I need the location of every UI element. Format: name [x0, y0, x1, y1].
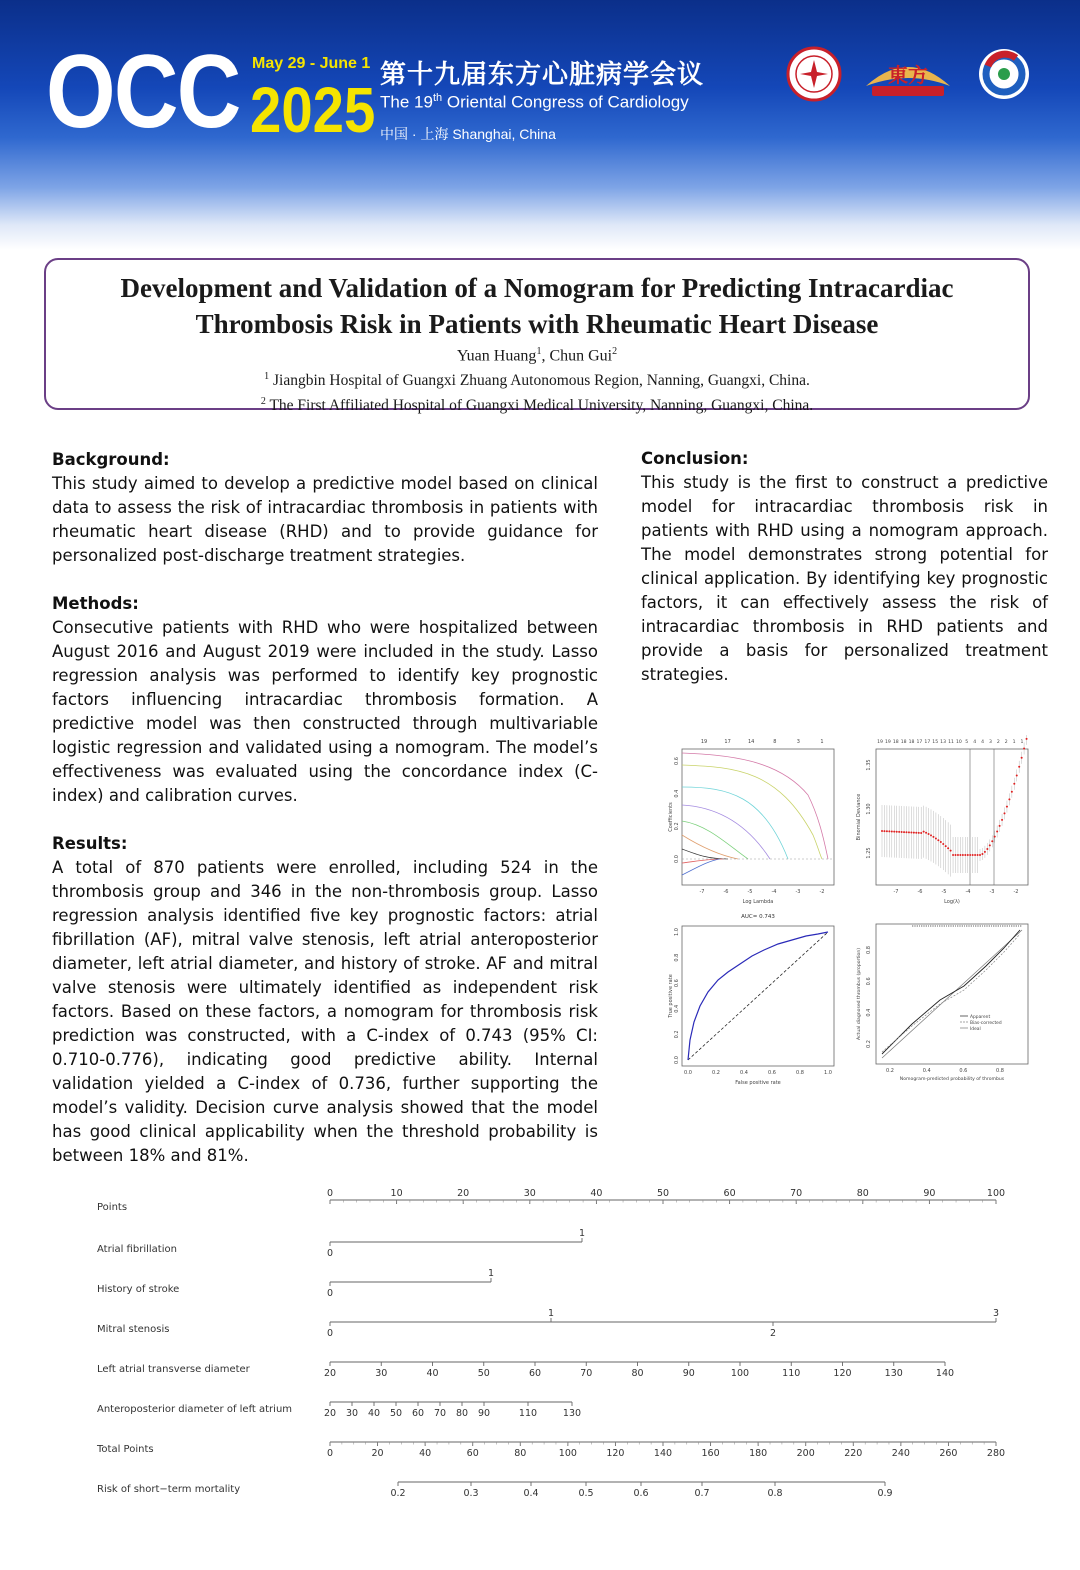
left-column [52, 448, 598, 1192]
cv-point [918, 832, 920, 834]
background-heading: Background: [52, 450, 170, 469]
roc-y-tick: 0.4 [674, 1004, 680, 1013]
cv-point [942, 843, 944, 845]
affiliation-1: $^1$ Jiangbin Hospital of Guangxi Zhuang Autonomous Region, Nanning, Guangxi, China. [264, 371, 810, 390]
title-box [44, 258, 1030, 415]
cv-point [986, 848, 988, 850]
nomogram-tick-label: 60 [723, 1188, 736, 1199]
paper-title: Development and Validation of a Nomogram for Predicting Intracardiac Thrombosis Risk in Patients with Rheumatic Heart Disease [120, 273, 954, 339]
cv-top-tick: 18 [892, 740, 899, 745]
methods-heading: Methods: [52, 594, 139, 613]
coef-top-tick: 3 [796, 739, 800, 745]
cv-top-tick: 15 [932, 740, 939, 745]
roc-y-tick: 0.6 [674, 979, 680, 988]
nomogram-tick-label: 30 [375, 1368, 388, 1379]
nomogram-tick-label: 110 [782, 1368, 801, 1379]
cv-x-tick: -5 [941, 889, 947, 895]
nomogram-tick-label: 80 [856, 1188, 869, 1199]
nomogram-tick-label: 240 [891, 1448, 910, 1459]
nomogram-tick-label: 40 [590, 1188, 603, 1199]
cv-point [1001, 819, 1003, 821]
nomogram-tick-label: 50 [656, 1188, 670, 1199]
nomogram-tick-label: 80 [631, 1368, 644, 1379]
cv-top-tick: 10 [955, 740, 962, 745]
roc-x-tick: 0.8 [796, 1070, 804, 1076]
calib-x-tick: 0.8 [996, 1068, 1004, 1074]
cv-point [999, 825, 1001, 827]
cv-point [1023, 747, 1025, 749]
cv-top-tick: 1 [1012, 740, 1016, 745]
roc-x-tick: 0.0 [684, 1070, 692, 1076]
cv-point [915, 832, 917, 834]
methods-text: Consecutive patients with RHD who were hospitalized between August 2016 and August 2019 were included in the study. Lasso regression analysis was performed to identify key prognostic factors influencing intracardiac thrombosis formation. A predictive model was then constructed through multivariable logistic regression and validated using a nomogram. The model’s effectiveness was evaluated using the concordance index (C-index) and calibration curves. [52, 618, 598, 805]
svg-text:東方: 東方 [888, 63, 928, 87]
nomogram-tick-label: 100 [730, 1368, 750, 1379]
roc-curve-plot [668, 910, 840, 1086]
roc-y-tick: 0.0 [674, 1056, 680, 1064]
roc-x-tick: 0.6 [768, 1070, 776, 1076]
affiliation-2: $^2$ The First Affiliated Hospital of Guangxi Medical University, Nanning, Guangxi, China. [260, 396, 814, 415]
nomogram-tick-label: 80 [455, 1408, 469, 1419]
cv-point [910, 831, 912, 833]
cv-top-tick: 19 [884, 740, 891, 745]
nomogram-tick-label: 0 [326, 1248, 334, 1259]
cv-point [920, 832, 922, 834]
cv-x-tick: -7 [893, 889, 899, 895]
cv-point [928, 833, 930, 835]
nomogram-tick-label: 90 [923, 1188, 936, 1199]
cv-point [996, 830, 998, 832]
coef-x-tick: -4 [771, 889, 777, 895]
congress-year: 2025 [250, 74, 376, 146]
nomogram-tick-label: 70 [790, 1188, 803, 1199]
nomogram-tick-label: 0.9 [877, 1488, 893, 1499]
cv-point [981, 853, 983, 855]
nomogram-tick-label: 10 [390, 1188, 403, 1199]
background-text: This study aimed to develop a predictive model based on clinical data to assess the risk of intracardiac thrombosis in patients with rheumatic heart disease (RHD) and to provide guidance for personalized post-discharge treatment strategies. [52, 474, 598, 565]
nomogram-tick-label: 200 [796, 1448, 815, 1459]
nomogram-tick-label: 0 [326, 1288, 334, 1299]
nomogram-tick-label: 70 [580, 1368, 593, 1379]
coef-top-tick: 17 [724, 739, 731, 745]
lasso-cv-plot [852, 735, 1036, 907]
calib-y-tick: 0.4 [866, 1008, 872, 1017]
oriental-logo-icon [862, 46, 954, 102]
nomogram-tick-label: 20 [457, 1188, 470, 1199]
nomogram-tick-label: 0 [326, 1328, 334, 1339]
nomogram-tick-label: 120 [606, 1448, 625, 1459]
cv-point [1011, 791, 1013, 793]
nomogram-tick-label: 280 [986, 1448, 1006, 1459]
cv-point [881, 830, 883, 832]
coef-y-tick: 0.0 [674, 855, 680, 863]
cv-x-tick: -4 [965, 889, 971, 895]
cv-top-tick: 3 [988, 740, 992, 745]
cv-top-tick: 11 [948, 740, 954, 745]
calib-xlabel: Nomogram-predicted probability of thrombus [899, 1077, 1005, 1082]
roc-y-tick: 0.8 [674, 953, 680, 962]
cv-point [940, 841, 942, 843]
cv-point [947, 847, 949, 849]
nomogram-tick-label: 140 [935, 1368, 955, 1379]
conclusion-text: This study is the first to construct a predictive model for intracardiac thrombosis risk in patients with RHD using a nomogram approach. The model demonstrates strong potential for clinical application. By identifying key prognostic factors, it can effectively assess the risk of intracardiac thrombosis in RHD patients and provide a basis for personalized treatment strategies. [641, 473, 1048, 684]
cv-point [952, 854, 954, 856]
nomogram-tick-label: 60 [528, 1368, 542, 1379]
cv-point [945, 845, 947, 847]
nomogram-tick-label: 40 [367, 1408, 381, 1419]
nomogram-tick-label: 50 [389, 1408, 403, 1419]
cv-point [962, 854, 964, 856]
nomogram-tick-label: 0.7 [694, 1488, 710, 1499]
right-column [641, 447, 1048, 711]
nomogram-tick-label: 90 [682, 1368, 695, 1379]
calib-legend-ideal: Ideal [970, 1027, 981, 1032]
cv-point [1026, 738, 1028, 740]
roc-x-tick: 0.4 [740, 1070, 748, 1076]
authors: Yuan Huang$^1$, Chun Gui$^2$ [456, 346, 618, 365]
cv-x-tick: -2 [1013, 889, 1019, 895]
header-banner [0, 0, 1080, 250]
cv-top-tick: 18 [908, 740, 915, 745]
nomogram-tick-label: 260 [939, 1448, 958, 1459]
congress-title-chinese: 第十九届东方心脏病学会议 [380, 60, 705, 90]
nomogram-row-label: Mitral stenosis [97, 1324, 170, 1335]
cv-top-tick: 4 [973, 740, 977, 745]
coef-top-tick: 14 [748, 739, 755, 745]
nomogram-tick-label: 100 [558, 1448, 577, 1459]
cv-point [1016, 774, 1018, 776]
nomogram-tick-label: 40 [426, 1368, 439, 1379]
cv-top-tick: 18 [900, 740, 907, 745]
calib-y-tick: 0.8 [866, 946, 872, 954]
cv-x-tick: -6 [917, 889, 923, 895]
cv-point [908, 831, 910, 833]
nomogram-tick-label: 80 [514, 1448, 527, 1459]
congress-location: 中国 · 上海 Shanghai, China [380, 126, 556, 142]
coef-x-tick: -6 [723, 889, 729, 895]
nomogram-tick-label: 140 [653, 1448, 673, 1459]
coef-y-tick: 0.6 [674, 757, 680, 765]
nomogram-tick-label: 20 [323, 1408, 337, 1419]
roc-x-tick: 0.2 [712, 1070, 720, 1076]
coef-x-tick: -7 [699, 889, 705, 895]
results-heading: Results: [52, 834, 128, 853]
nomogram-tick-label: 70 [433, 1408, 447, 1419]
cv-point [984, 851, 986, 853]
nomogram-tick-label: 40 [419, 1448, 432, 1459]
cv-point [1013, 783, 1015, 785]
cv-point [950, 850, 952, 852]
nomogram-row-label: Total Points [97, 1444, 154, 1455]
nomogram-tick-label: 0.4 [523, 1488, 539, 1499]
cv-point [896, 831, 898, 833]
nomogram-tick-label: 20 [323, 1368, 337, 1379]
cv-point [972, 854, 974, 856]
nomogram-tick-label: 30 [345, 1408, 359, 1419]
cv-top-tick: 4 [981, 740, 985, 745]
hospital-seal-icon [786, 46, 842, 102]
nomogram-tick-label: 1 [487, 1268, 495, 1279]
cv-point [955, 854, 957, 856]
cv-x-tick: -3 [989, 889, 995, 895]
roc-title: AUC= 0.743 [741, 914, 775, 920]
coef-top-tick: 19 [700, 739, 708, 745]
calib-legend-apparent: Apparent [970, 1015, 991, 1020]
cv-top-tick: 13 [940, 740, 947, 745]
cv-point [898, 831, 900, 833]
cv-point [989, 844, 991, 846]
nomogram-row-label: Risk of short−term mortality [97, 1484, 241, 1495]
nomogram-row-label: Points [97, 1202, 128, 1213]
nomogram-tick-label: 0.3 [463, 1488, 479, 1499]
coef-y-tick: 0.2 [674, 822, 680, 831]
nomogram-row-label: Anteroposterior diameter of left atrium [97, 1404, 293, 1415]
cv-point [959, 854, 961, 856]
nomogram-tick-label: 2 [769, 1328, 777, 1339]
nomogram-tick-label: 0.2 [390, 1488, 406, 1499]
nomogram-tick-label: 0.6 [633, 1488, 649, 1499]
cv-point [974, 854, 976, 856]
cv-point [1004, 812, 1006, 814]
cv-top-tick: 17 [924, 740, 931, 745]
nomogram-tick-label: 90 [477, 1408, 491, 1419]
nomogram-tick-label: 30 [523, 1188, 536, 1199]
cv-y-tick: 1.30 [866, 803, 872, 815]
nomogram-tick-label: 180 [749, 1448, 768, 1459]
nomogram-tick-label: 220 [844, 1448, 863, 1459]
coef-y-tick: 0.4 [674, 789, 680, 798]
nomogram-tick-label: 1 [547, 1308, 555, 1319]
cv-top-tick: 1 [1020, 740, 1024, 745]
cv-point [969, 854, 971, 856]
nomogram-tick-label: 130 [562, 1408, 582, 1419]
cv-top-tick: 17 [916, 740, 923, 745]
cv-point [1006, 806, 1008, 808]
nomogram-tick-label: 0.5 [578, 1488, 594, 1499]
roc-ylabel: True positive rate [668, 974, 674, 1018]
cv-point [1008, 798, 1010, 800]
roc-x-tick: 1.0 [824, 1070, 832, 1076]
nomogram-tick-label: 110 [518, 1408, 538, 1419]
cv-point [893, 831, 895, 833]
coef-top-tick: 1 [820, 739, 824, 745]
roc-xlabel: False positive rate [735, 1080, 781, 1086]
cv-point [964, 854, 966, 856]
nomogram-tick-label: 20 [371, 1448, 384, 1459]
cv-point [991, 840, 993, 842]
roc-y-tick: 1.0 [674, 928, 680, 936]
occ-logo-text: OCC [46, 34, 240, 150]
cv-point [930, 834, 932, 836]
calib-y-tick: 0.6 [866, 977, 872, 986]
nomogram-tick-label: 100 [986, 1188, 1006, 1199]
cv-point [891, 830, 893, 832]
society-ring-icon [976, 46, 1032, 102]
nomogram-tick-label: 0.8 [767, 1488, 783, 1499]
cv-xlabel: Log(λ) [944, 899, 960, 905]
cv-point [1021, 757, 1023, 759]
cv-point [888, 830, 890, 832]
congress-title-english: The 19th Oriental Congress of Cardiology [380, 92, 689, 112]
cv-point [906, 831, 908, 833]
cv-point [903, 831, 905, 833]
cv-top-tick: 19 [877, 740, 883, 745]
calib-x-tick: 0.4 [922, 1068, 931, 1074]
cv-point [937, 839, 939, 841]
cv-point [886, 830, 888, 832]
nomogram-tick-label: 0 [326, 1188, 334, 1199]
cv-point [913, 832, 915, 834]
nomogram-tick-label: 3 [992, 1308, 1000, 1319]
cv-point [994, 836, 996, 838]
cv-ylabel: Binomial Deviance [856, 793, 862, 841]
cv-point [977, 854, 979, 856]
lasso-coefficient-plot [668, 735, 840, 907]
cv-point [967, 854, 969, 856]
coef-top-tick: 8 [773, 739, 777, 745]
nomogram-row-label: History of stroke [97, 1284, 180, 1295]
cv-point [932, 836, 934, 838]
results-text: A total of 870 patients were enrolled, including 524 in the thrombosis group and 346 in the non-thrombosis group. Lasso regression analysis identified five key prognostic factors: atrial fibrillation (AF), mitral valve stenosis, left atrial anteroposterior diameter, left atrial diameter, and history of stroke. AF and mitral valve stenosis were ultimately identified as independent risk factors. Based on these factors, a nomogram for thrombosis risk prediction was constructed, with a C-index of 0.743 (95% CI: 0.710-0.776), indicating good predictive ability. Internal validation yielded a C-index of 0.736, further supporting the model’s validity. Decision curve analysis showed that the model has good clinical applicability when the threshold probability is between 18% and 81%. [52, 858, 598, 1165]
cv-point [1018, 766, 1020, 768]
cv-top-tick: 2 [996, 740, 1000, 745]
coef-ylabel: Coefficients [668, 802, 674, 832]
cv-top-tick: 5 [965, 740, 969, 745]
nomogram-tick-label: 60 [411, 1408, 425, 1419]
nomogram [0, 1180, 1080, 1510]
congress-dates: May 29 - June 1 [252, 55, 371, 72]
coef-x-tick: -5 [747, 889, 753, 895]
roc-y-tick: 0.2 [674, 1030, 680, 1039]
calib-x-tick: 0.2 [886, 1068, 894, 1074]
calib-y-tick: 0.2 [866, 1040, 872, 1048]
cv-point [901, 831, 903, 833]
cv-point [979, 854, 981, 856]
nomogram-tick-label: 130 [884, 1368, 903, 1379]
coef-x-tick: -2 [819, 889, 825, 895]
coef-xlabel: Log Lambda [742, 899, 774, 905]
cv-point [925, 832, 927, 834]
calib-x-tick: 0.6 [959, 1068, 968, 1074]
coef-x-tick: -3 [795, 889, 801, 895]
nomogram-row-label: Left atrial transverse diameter [97, 1364, 250, 1375]
nomogram-tick-label: 0 [326, 1448, 334, 1459]
nomogram-tick-label: 160 [701, 1448, 720, 1459]
cv-y-tick: 1.35 [866, 759, 872, 771]
calib-ylabel: Actual diagnosed thrombus (proportion) [857, 947, 862, 1041]
nomogram-tick-label: 50 [477, 1368, 490, 1379]
cv-point [957, 854, 959, 856]
calib-legend-bias-corrected: Bias-corrected [970, 1021, 1002, 1026]
cv-point [923, 831, 925, 833]
calibration-plot [852, 910, 1036, 1086]
conclusion-heading: Conclusion: [641, 449, 749, 468]
cv-point [935, 837, 937, 839]
cv-y-tick: 1.25 [866, 847, 872, 859]
nomogram-tick-label: 1 [578, 1228, 586, 1239]
cv-top-tick: 2 [1004, 740, 1008, 745]
cv-point [883, 830, 885, 832]
nomogram-tick-label: 120 [833, 1368, 852, 1379]
nomogram-row-label: Atrial fibrillation [97, 1244, 177, 1255]
nomogram-tick-label: 60 [466, 1448, 479, 1459]
